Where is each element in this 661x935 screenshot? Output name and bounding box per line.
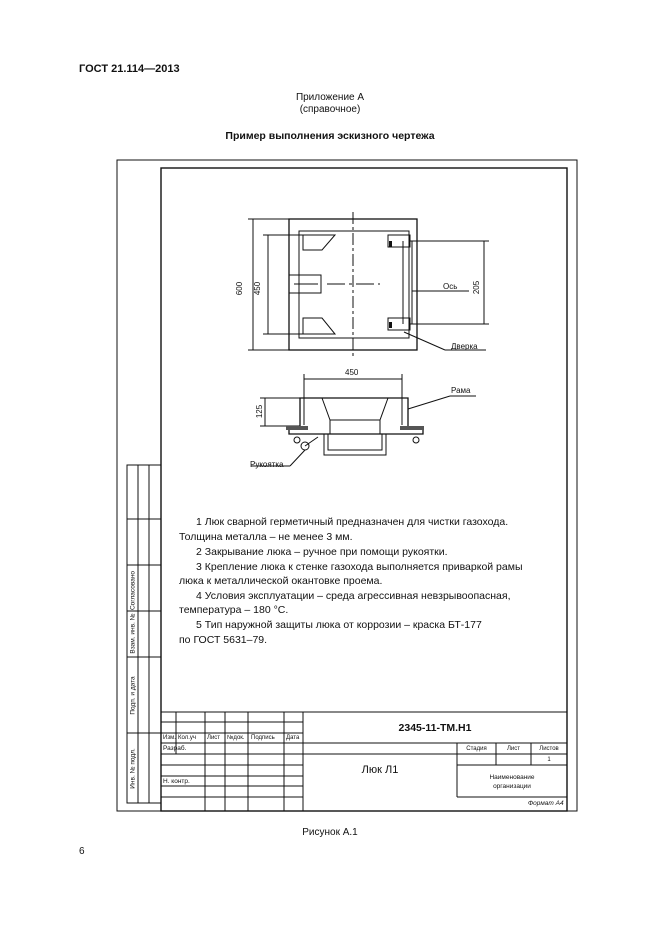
appendix-heading: Пример выполнения эскизного чертежа bbox=[225, 130, 435, 142]
item-name: Люк Л1 bbox=[361, 764, 399, 776]
note-3-cont: люка к металлической окантовке проема. bbox=[179, 575, 383, 587]
stamp-inv-original: Инв. № подл. bbox=[129, 748, 137, 789]
note-2: 2 Закрывание люка – ручное при помощи рукоятки. bbox=[196, 546, 448, 558]
format-label: Формат А4 bbox=[528, 800, 564, 807]
stamp-agreed: Согласовано bbox=[129, 570, 137, 611]
stamp-replaced-inv: Взам. инв. № bbox=[129, 613, 137, 654]
note-5: 5 Тип наружной защиты люка от коррозии – краска БТ-177 bbox=[196, 619, 482, 631]
row-norm-control: Н. контр. bbox=[163, 778, 190, 785]
standard-code: ГОСТ 21.114—2013 bbox=[79, 63, 180, 75]
sheets-value: 1 bbox=[547, 757, 551, 763]
figure-caption: Рисунок А.1 bbox=[302, 827, 358, 838]
note-4-cont: температура – 180 °С. bbox=[179, 604, 289, 616]
stamp-sign-date: Подп. и дата bbox=[129, 676, 137, 715]
note-1: 1 Люк сварной герметичный предназначен для чистки газохода. bbox=[196, 516, 509, 528]
callout-frame: Рама bbox=[451, 386, 471, 395]
sheet-label: Лист bbox=[506, 746, 521, 752]
sheet-border bbox=[117, 160, 577, 811]
sheets-label: Листов bbox=[539, 746, 559, 752]
dim-450-section: 450 bbox=[345, 368, 359, 377]
note-4: 4 Условия эксплуатации – среда агрессивная невзрывоопасная, bbox=[196, 590, 511, 602]
dim-600: 600 bbox=[235, 281, 245, 296]
stage-label: Стадия bbox=[466, 746, 487, 752]
callout-handle: Рукоятка bbox=[250, 460, 284, 469]
note-1-cont: Толщина металла – не менее 3 мм. bbox=[179, 531, 353, 543]
inner-frame bbox=[161, 168, 567, 811]
dim-450-plan: 450 bbox=[253, 281, 263, 296]
organization-name: Наименование организации bbox=[489, 774, 535, 790]
dim-205: 205 bbox=[472, 280, 482, 295]
col-sheet: Лист bbox=[207, 735, 221, 741]
col-count: Кол.уч bbox=[178, 735, 196, 741]
col-doc-no: №док. bbox=[227, 735, 245, 741]
note-3: 3 Крепление люка к стенке газохода выполняется приваркой рамы bbox=[196, 561, 523, 573]
document-designation: 2345-11-ТМ.Н1 bbox=[398, 722, 472, 734]
page-number: 6 bbox=[79, 846, 85, 857]
row-developed: Разраб. bbox=[163, 745, 187, 752]
appendix-title: Приложение А bbox=[295, 92, 365, 103]
col-change: Изм. bbox=[163, 735, 176, 741]
col-signature: Подпись bbox=[251, 735, 275, 741]
dim-125: 125 bbox=[255, 404, 265, 419]
callout-door: Дверка bbox=[451, 342, 478, 351]
callout-axis: Ось bbox=[443, 282, 458, 291]
appendix-subtitle: (справочное) bbox=[299, 104, 361, 115]
note-5-cont: по ГОСТ 5631–79. bbox=[179, 634, 268, 646]
col-date: Дата bbox=[286, 735, 300, 741]
